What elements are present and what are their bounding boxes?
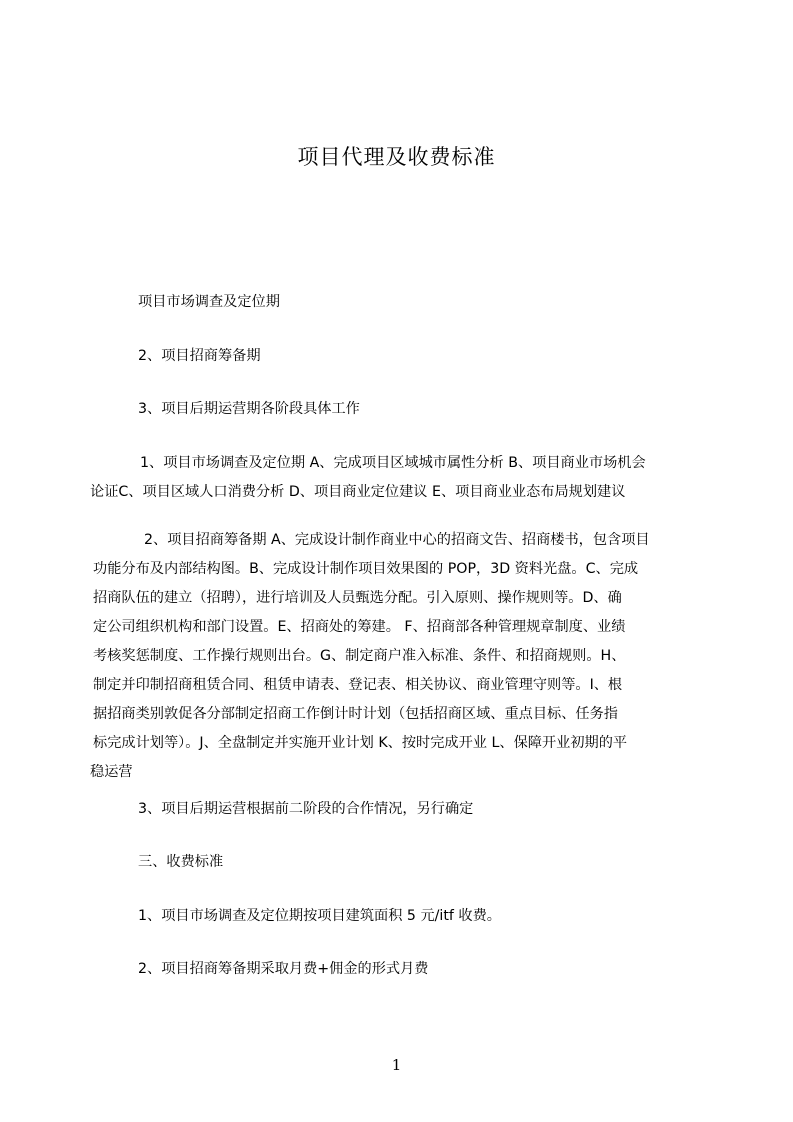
fee-item: 2、项目招商筹备期采取月费+佣金的形式月费	[138, 961, 429, 977]
heading-market-survey: 项目市场调查及定位期	[138, 294, 280, 310]
page-number: 1	[391, 1056, 402, 1074]
paragraph-line: 2、项目招商筹备期 A、完成设计制作商业中心的招商文告、招商楼书，包含项目	[144, 532, 650, 548]
paragraph-line: 标完成计划等）。J、全盘制定并实施开业计划 K、按时完成开业 L、保障开业初期的平	[93, 735, 628, 751]
paragraph-line: 稳运营	[90, 764, 133, 780]
fee-item: 1、项目市场调查及定位期按项目建筑面积 5 元/itf 收费。	[138, 908, 501, 924]
paragraph-line: 招商队伍的建立（招聘），进行培训及人员甄选分配。引入原则、操作规则等。D、确	[93, 590, 622, 606]
document-title: 项目代理及收费标准	[297, 145, 496, 169]
paragraph-line: 1、项目市场调查及定位期 A、完成项目区域城市属性分析 B、项目商业市场机会	[140, 455, 646, 471]
paragraph-line: 论证C、项目区域人口消费分析 D、项目商业定位建议 E、项目商业业态布局规划建议	[90, 484, 626, 500]
heading-recruitment-prep: 2、项目招商筹备期	[138, 348, 261, 364]
paragraph-line: 功能分布及内部结构图。B、完成设计制作项目效果图的 POP，3D 资料光盘。C、完成	[93, 561, 639, 577]
paragraph-market-survey	[90, 449, 646, 507]
paragraph-line: 制定并印制招商租赁合同、租赁申请表、登记表、相关协议、商业管理守则等。I、根	[93, 677, 623, 693]
paragraph-post-operation: 3、项目后期运营根据前二阶段的合作情况，另行确定	[138, 801, 474, 817]
paragraph-line: 考核奖惩制度、工作操行规则出台。G、制定商户准入标准、条件、和招商规则。H、	[93, 648, 626, 664]
paragraph-line: 定公司组织机构和部门设置。E、招商处的筹建。 F、招商部各种管理规章制度、业绩	[93, 619, 626, 635]
paragraph-recruitment-prep	[90, 526, 650, 787]
paragraph-line: 据招商类别敦促各分部制定招商工作倒计时计划（包括招商区域、重点目标、任务指	[93, 706, 618, 722]
heading-post-operation: 3、项目后期运营期各阶段具体工作	[138, 401, 360, 417]
section-heading-fees: 三、收费标准	[138, 854, 224, 870]
